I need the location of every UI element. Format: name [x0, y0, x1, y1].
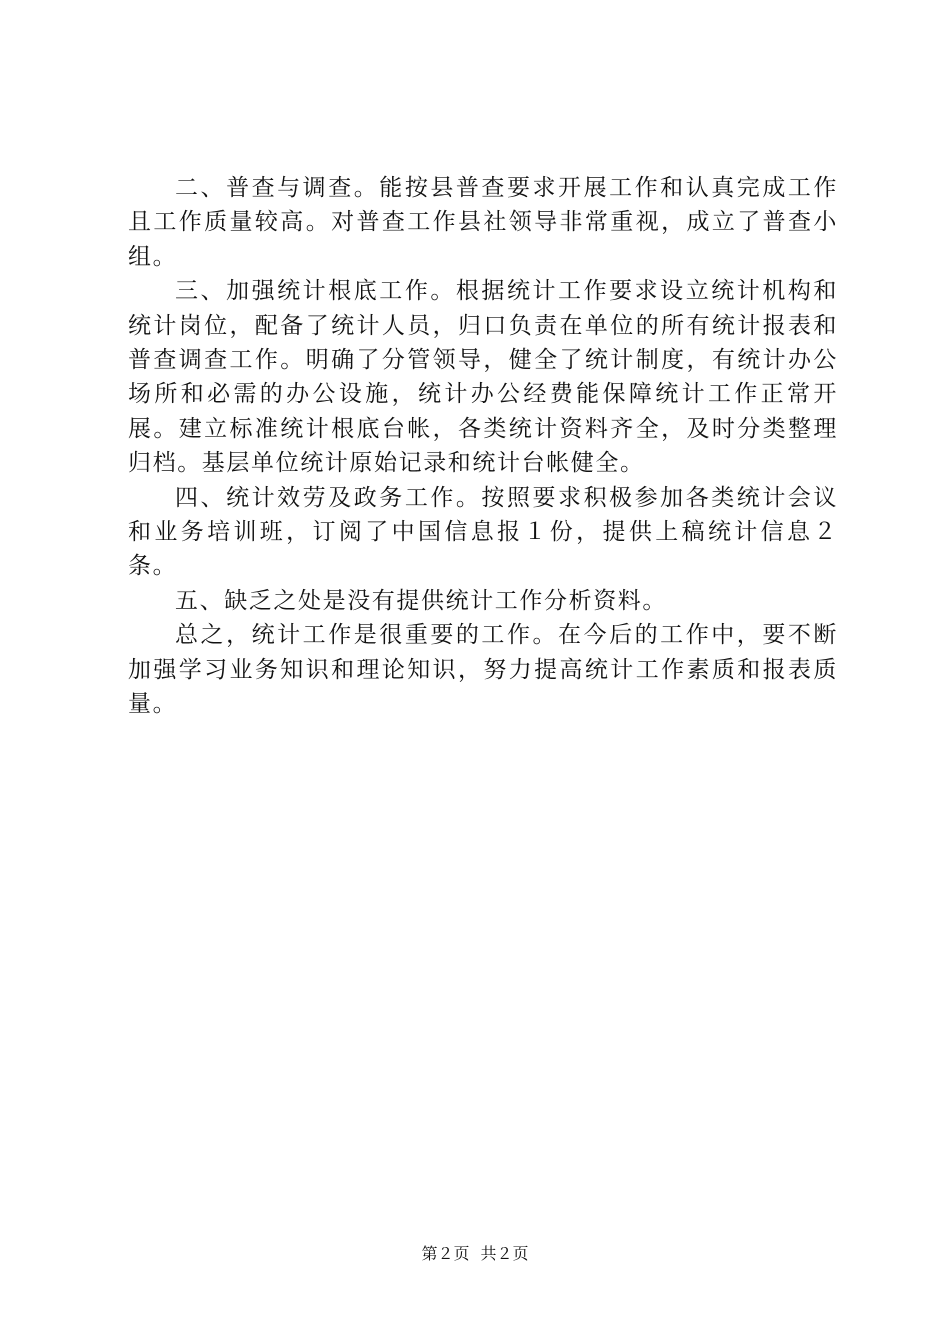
paragraph-shortcomings: 五、缺乏之处是没有提供统计工作分析资料。 — [175, 587, 667, 614]
document-body — [128, 171, 838, 722]
paragraph-statistics-foundation: 三、加强统计根底工作。根据统计工作要求设立统计机构和统计岗位，配备了统计人员，归口负责在单位的所有统计报表和普查调查工作。明确了分管领导，健全了统计制度，有统计办公场所和必需的办公设施，统计办公经费能保障统计工作正常开展。建立标准统计根底台帐，各类统计资料齐全，及时分类整理归档。基层单位统计原始记录和统计台帐健全。 — [128, 278, 838, 477]
paragraph-conclusion: 总之，统计工作是很重要的工作。在今后的工作中，要不断加强学习业务知识和理论知识，努力提高统计工作素质和报表质量。 — [128, 622, 838, 718]
paragraph-statistics-service: 四、统计效劳及政务工作。按照要求积极参加各类统计会议和业务培训班，订阅了中国信息报１份，提供上稿统计信息２条。 — [128, 484, 838, 580]
paragraph-census: 二、普查与调查。能按县普查要求开展工作和认真完成工作且工作质量较高。对普查工作县社领导非常重视，成立了普查小组。 — [128, 175, 838, 270]
page-number-total: 共２页 — [480, 1244, 529, 1263]
page-number-current: 第２页 — [421, 1244, 470, 1263]
page-footer — [0, 1244, 950, 1264]
